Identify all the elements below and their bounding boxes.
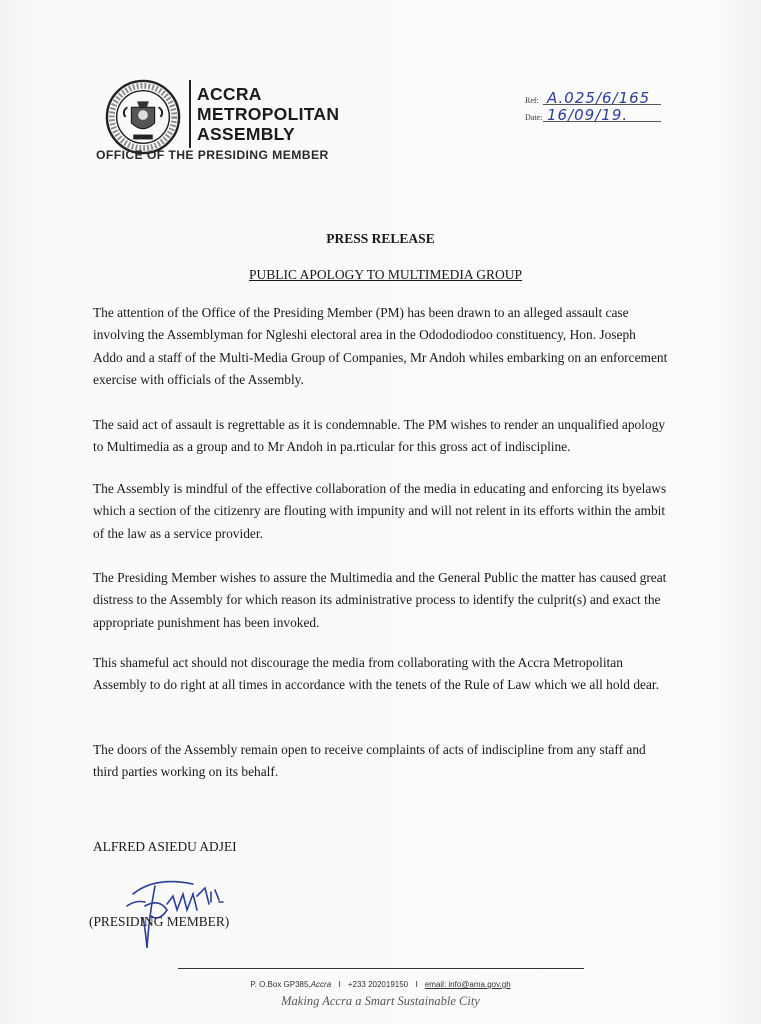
ama-seal-icon (104, 78, 182, 156)
reference-block (525, 90, 705, 124)
footer-address: P. O.Box GP385, (250, 980, 311, 989)
org-name-line: ASSEMBLY (197, 124, 296, 144)
header-divider (189, 80, 191, 148)
office-title: OFFICE OF THE PRESIDING MEMBER (96, 148, 329, 162)
footer-contact (0, 980, 761, 989)
signatory-role: (PRESIDING MEMBER) (89, 914, 230, 929)
handwritten-signature-icon (115, 866, 255, 956)
org-name-line: METROPOLITAN (197, 104, 340, 124)
footer-tagline: Making Accra a Smart Sustainable City (281, 994, 480, 1008)
body-paragraph: The said act of assault is regrettable as it is condemnable. The PM wishes to render an unqualified apology to Multimedia as a group and to Mr Andoh in pa.rticular for this gross act of indiscipline. (93, 417, 666, 455)
apology-subtitle: PUBLIC APOLOGY TO MULTIMEDIA GROUP (248, 267, 523, 282)
ref-value: A.025/6/165 (547, 89, 651, 107)
footer-separator: I (415, 980, 418, 989)
signatory-name: ALFRED ASIEDU ADJEI (93, 839, 237, 854)
date-label: Date: (525, 113, 543, 122)
date-row (525, 107, 705, 124)
date-value: 16/09/19. (547, 106, 629, 124)
footer-separator: I (338, 980, 341, 989)
body-paragraph: The Assembly is mindful of the effective collaboration of the media in educating and enforcing its byelaws which a section of the citizenry are flouting with impunity and will not relent in its efforts within the ambit of the law as a service provider. (93, 481, 667, 541)
ref-row (525, 90, 705, 107)
footer-phone: +233 202019150 (347, 980, 409, 989)
footer-rule (178, 968, 584, 969)
press-release-title: PRESS RELEASE (326, 231, 435, 246)
body-paragraph: The doors of the Assembly remain open to receive complaints of acts of indiscipline from any staff and third parties working on its behalf. (93, 742, 646, 780)
organization-name (197, 84, 339, 144)
body-paragraph: This shameful act should not discourage the media from collaborating with the Accra Metropolitan Assembly to do right at all times in accordance with the tenets of the Rule of Law which we all hold dear. (93, 655, 659, 693)
footer-city: Accra (310, 980, 332, 989)
body-paragraph: The Presiding Member wishes to assure the Multimedia and the General Public the matter has caused great distress to the Assembly for which reason its administrative process to identify the culprit(s) and exact the appropriate punishment has been invoked. (93, 570, 667, 630)
footer-email[interactable]: email: info@ama.gov.gh (424, 980, 511, 989)
org-name-line: ACCRA (197, 84, 262, 104)
ref-label: Ref: (525, 96, 539, 105)
body-paragraph: The attention of the Office of the Presiding Member (PM) has been drawn to an alleged assault case involving the Assemblyman for Ngleshi electoral area in the Odododiodoo constituency, Hon. Joseph Addo and a staff of the Multi-Media Group of Companies, Mr Andoh whiles embarking on an enforcement exercise with officials of the Assembly. (93, 305, 668, 387)
